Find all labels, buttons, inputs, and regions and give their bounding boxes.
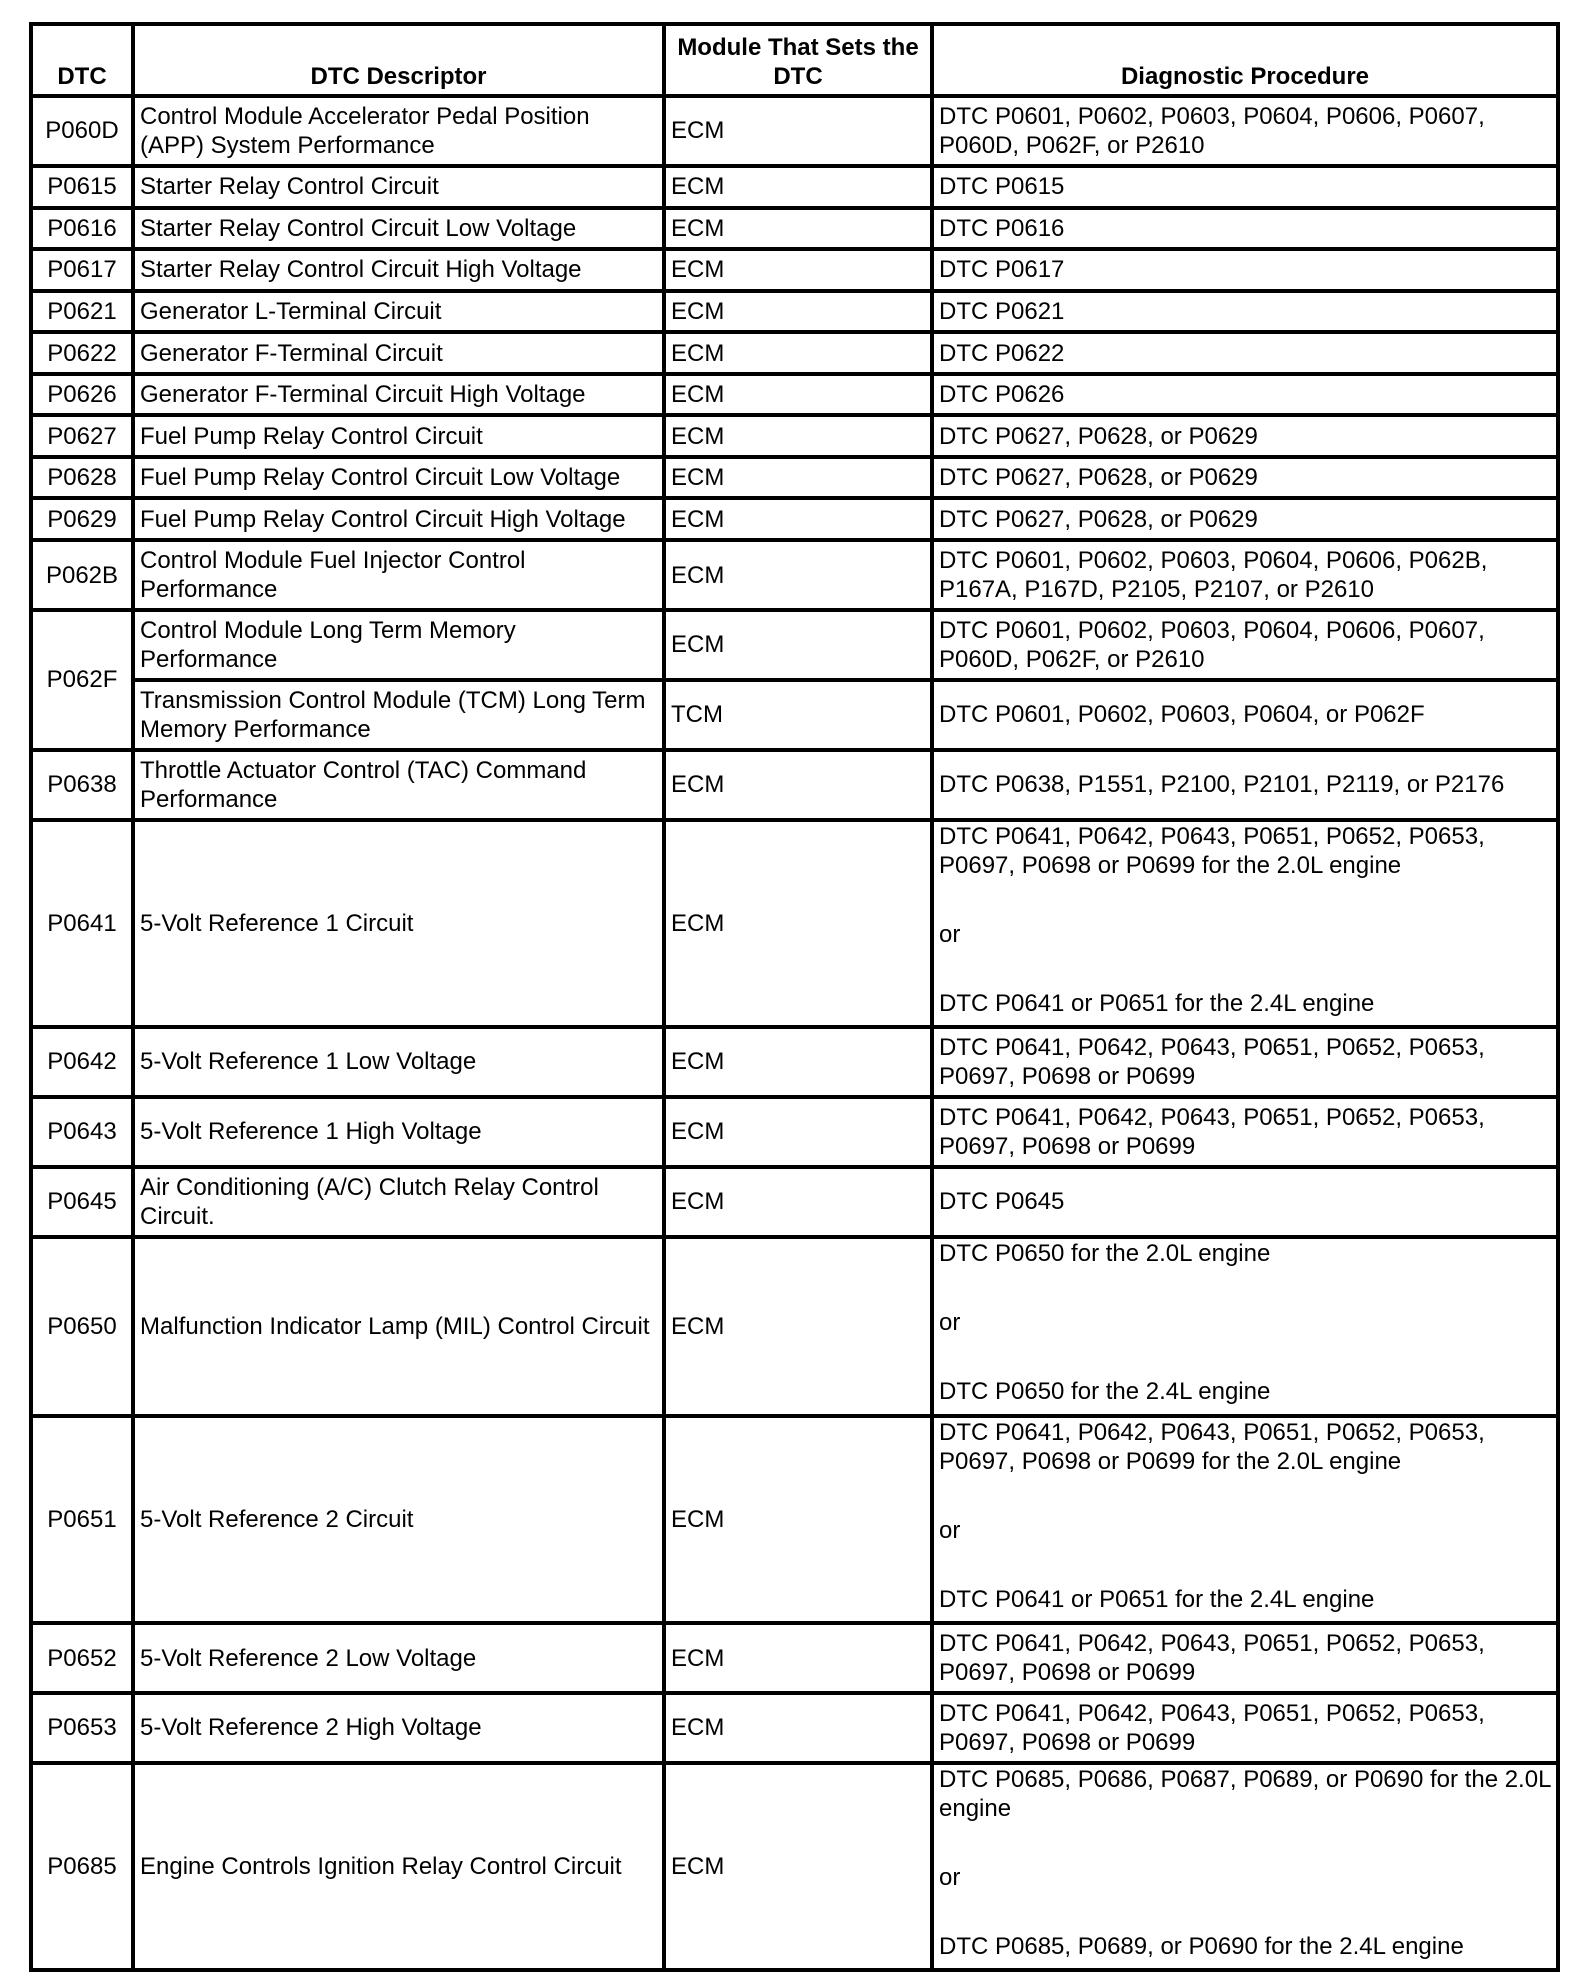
header-procedure: Diagnostic Procedure <box>932 24 1558 96</box>
diagnostic-procedure-cell <box>932 540 1558 610</box>
dtc-table <box>29 22 1560 1972</box>
module-cell: ECM <box>664 1416 932 1623</box>
dtc-code-cell: P0652 <box>31 1623 133 1693</box>
dtc-code-cell: P0638 <box>31 750 133 820</box>
procedure-text: DTC P0601, P0602, P0603, P0604, or P062F <box>939 701 1425 729</box>
dtc-descriptor-cell: Malfunction Indicator Lamp (MIL) Control Circuit <box>133 1237 664 1416</box>
module-cell: ECM <box>664 820 932 1027</box>
dtc-code-cell: P0643 <box>31 1097 133 1167</box>
dtc-descriptor-cell: 5-Volt Reference 2 Low Voltage <box>133 1623 664 1693</box>
diagnostic-procedure-cell <box>932 415 1558 457</box>
module-cell: ECM <box>664 1237 932 1416</box>
dtc-code-cell: P0615 <box>31 166 133 208</box>
dtc-code-cell: P0685 <box>31 1763 133 1970</box>
procedure-text: DTC P0627, P0628, or P0629 <box>939 464 1258 492</box>
diagnostic-procedure-cell <box>932 750 1558 820</box>
procedure-text: DTC P0641, P0642, P0643, P0651, P0652, P0653, P0697, P0698 or P0699 <box>939 1699 1485 1756</box>
procedure-text: DTC P0685, P0689, or P0690 for the 2.4L engine <box>939 1932 1464 1960</box>
module-cell: ECM <box>664 610 932 680</box>
table-row <box>31 680 1558 750</box>
table-row <box>31 498 1558 540</box>
diagnostic-procedure-cell <box>932 332 1558 374</box>
procedure-text: DTC P0650 for the 2.0L engine <box>939 1239 1271 1267</box>
diagnostic-procedure-cell <box>932 166 1558 208</box>
procedure-text: DTC P0650 for the 2.4L engine <box>939 1377 1271 1405</box>
dtc-descriptor-cell: 5-Volt Reference 1 Low Voltage <box>133 1027 664 1097</box>
procedure-or-separator: or <box>939 920 961 948</box>
table-row <box>31 1237 1558 1416</box>
module-cell: ECM <box>664 457 932 499</box>
procedure-text: DTC P0641 or P0651 for the 2.4L engine <box>939 1586 1375 1614</box>
dtc-descriptor-cell: Starter Relay Control Circuit <box>133 166 664 208</box>
diagnostic-procedure-cell <box>932 1237 1558 1416</box>
table-row <box>31 610 1558 680</box>
line-gap <box>939 1337 1551 1377</box>
dtc-code-cell: P0621 <box>31 291 133 333</box>
procedure-text: DTC P0616 <box>939 214 1065 242</box>
table-row <box>31 208 1558 250</box>
module-cell: ECM <box>664 332 932 374</box>
table-row <box>31 96 1558 166</box>
dtc-descriptor-cell: Generator L-Terminal Circuit <box>133 291 664 333</box>
procedure-text: DTC P0641, P0642, P0643, P0651, P0652, P0653, P0697, P0698 or P0699 for the 2.0L engine <box>939 1419 1485 1476</box>
table-row <box>31 1416 1558 1623</box>
procedure-text: DTC P0627, P0628, or P0629 <box>939 422 1258 450</box>
procedure-text: DTC P0622 <box>939 339 1065 367</box>
line-gap <box>939 880 1551 920</box>
dtc-descriptor-cell: Throttle Actuator Control (TAC) Command Performance <box>133 750 664 820</box>
line-gap <box>939 1892 1551 1932</box>
diagnostic-procedure-cell <box>932 1693 1558 1763</box>
table-row <box>31 1167 1558 1237</box>
line-gap <box>939 1823 1551 1863</box>
module-cell: TCM <box>664 680 932 750</box>
dtc-descriptor-cell: Generator F-Terminal Circuit <box>133 332 664 374</box>
dtc-descriptor-cell: Control Module Long Term Memory Performance <box>133 610 664 680</box>
dtc-descriptor-cell: 5-Volt Reference 2 Circuit <box>133 1416 664 1623</box>
line-gap <box>939 1268 1551 1308</box>
dtc-descriptor-cell: Generator F-Terminal Circuit High Voltage <box>133 374 664 416</box>
dtc-code-cell: P0628 <box>31 457 133 499</box>
table-row <box>31 166 1558 208</box>
procedure-text: DTC P0601, P0602, P0603, P0604, P0606, P0607, P060D, P062F, or P2610 <box>939 616 1485 673</box>
table-row <box>31 1027 1558 1097</box>
module-cell: ECM <box>664 374 932 416</box>
procedure-text: DTC P0617 <box>939 256 1065 284</box>
table-row <box>31 374 1558 416</box>
module-cell: ECM <box>664 96 932 166</box>
procedure-text: DTC P0641, P0642, P0643, P0651, P0652, P0653, P0697, P0698 or P0699 <box>939 1630 1485 1686</box>
dtc-descriptor-cell: Engine Controls Ignition Relay Control Circuit <box>133 1763 664 1970</box>
dtc-code-cell: P0642 <box>31 1027 133 1097</box>
dtc-code-cell: P0641 <box>31 820 133 1027</box>
dtc-descriptor-cell: Control Module Fuel Injector Control Performance <box>133 540 664 610</box>
diagnostic-procedure-cell <box>932 610 1558 680</box>
procedure-or-separator: or <box>939 1863 961 1891</box>
dtc-descriptor-cell: Fuel Pump Relay Control Circuit High Voltage <box>133 498 664 540</box>
dtc-descriptor-cell: 5-Volt Reference 1 Circuit <box>133 820 664 1027</box>
module-cell: ECM <box>664 291 932 333</box>
procedure-text: DTC P0626 <box>939 381 1065 409</box>
module-cell: ECM <box>664 1027 932 1097</box>
dtc-code-cell: P062F <box>31 610 133 750</box>
dtc-code-cell: P0616 <box>31 208 133 250</box>
procedure-text: DTC P0645 <box>939 1188 1065 1216</box>
dtc-code-cell: P0653 <box>31 1693 133 1763</box>
table-row <box>31 457 1558 499</box>
table-row <box>31 1693 1558 1763</box>
procedure-text: DTC P0641 or P0651 for the 2.4L engine <box>939 989 1375 1017</box>
procedure-text: DTC P0615 <box>939 173 1065 201</box>
header-descriptor: DTC Descriptor <box>133 24 664 96</box>
header-module: Module That Sets the DTC <box>664 24 932 96</box>
dtc-code-cell: P062B <box>31 540 133 610</box>
module-cell: ECM <box>664 1167 932 1237</box>
diagnostic-procedure-cell <box>932 1416 1558 1623</box>
dtc-code-cell: P0617 <box>31 249 133 291</box>
table-row <box>31 1763 1558 1970</box>
procedure-text: DTC P0641, P0642, P0643, P0651, P0652, P0653, P0697, P0698 or P0699 <box>939 1033 1485 1090</box>
module-cell: ECM <box>664 750 932 820</box>
table-row <box>31 332 1558 374</box>
procedure-text: DTC P0641, P0642, P0643, P0651, P0652, P0653, P0697, P0698 or P0699 <box>939 1103 1485 1160</box>
diagnostic-procedure-cell <box>932 1763 1558 1970</box>
module-cell: ECM <box>664 1097 932 1167</box>
table-row <box>31 249 1558 291</box>
dtc-code-cell: P060D <box>31 96 133 166</box>
procedure-text: DTC P0601, P0602, P0603, P0604, P0606, P0607, P060D, P062F, or P2610 <box>939 102 1485 159</box>
table-row <box>31 750 1558 820</box>
diagnostic-procedure-cell <box>932 208 1558 250</box>
dtc-code-cell: P0622 <box>31 332 133 374</box>
diagnostic-procedure-cell <box>932 374 1558 416</box>
module-cell: ECM <box>664 415 932 457</box>
module-cell: ECM <box>664 249 932 291</box>
dtc-code-cell: P0627 <box>31 415 133 457</box>
module-cell: ECM <box>664 1623 932 1693</box>
procedure-text: DTC P0627, P0628, or P0629 <box>939 505 1258 533</box>
procedure-or-separator: or <box>939 1517 961 1545</box>
dtc-descriptor-cell: Fuel Pump Relay Control Circuit <box>133 415 664 457</box>
diagnostic-procedure-cell <box>932 96 1558 166</box>
table-row <box>31 291 1558 333</box>
procedure-text: DTC P0621 <box>939 297 1065 325</box>
table-row <box>31 1623 1558 1693</box>
dtc-descriptor-cell: Transmission Control Module (TCM) Long Term Memory Performance <box>133 680 664 750</box>
procedure-or-separator: or <box>939 1308 961 1336</box>
procedure-text: DTC P0638, P1551, P2100, P2101, P2119, or P2176 <box>939 771 1505 799</box>
module-cell: ECM <box>664 166 932 208</box>
diagnostic-procedure-cell <box>932 1167 1558 1237</box>
procedure-text: DTC P0641, P0642, P0643, P0651, P0652, P0653, P0697, P0698 or P0699 for the 2.0L engine <box>939 822 1485 879</box>
diagnostic-procedure-cell <box>932 1027 1558 1097</box>
diagnostic-procedure-cell <box>932 1623 1558 1693</box>
diagnostic-procedure-cell <box>932 498 1558 540</box>
line-gap <box>939 1545 1551 1585</box>
module-cell: ECM <box>664 1763 932 1970</box>
procedure-text: DTC P0601, P0602, P0603, P0604, P0606, P062B, P167A, P167D, P2105, P2107, or P2610 <box>939 547 1488 604</box>
table-row <box>31 540 1558 610</box>
dtc-code-cell: P0645 <box>31 1167 133 1237</box>
line-gap <box>939 1476 1551 1516</box>
table-row <box>31 415 1558 457</box>
dtc-descriptor-cell: Control Module Accelerator Pedal Position (APP) System Performance <box>133 96 664 166</box>
procedure-text: DTC P0685, P0686, P0687, P0689, or P0690 for the 2.0L engine <box>939 1765 1551 1822</box>
header-row <box>31 24 1558 96</box>
module-cell: ECM <box>664 208 932 250</box>
diagnostic-procedure-cell <box>932 680 1558 750</box>
dtc-code-cell: P0629 <box>31 498 133 540</box>
diagnostic-procedure-cell <box>932 1097 1558 1167</box>
module-cell: ECM <box>664 1693 932 1763</box>
dtc-descriptor-cell: Starter Relay Control Circuit High Voltage <box>133 249 664 291</box>
dtc-descriptor-cell: 5-Volt Reference 1 High Voltage <box>133 1097 664 1167</box>
dtc-descriptor-cell: 5-Volt Reference 2 High Voltage <box>133 1693 664 1763</box>
line-gap <box>939 949 1551 989</box>
header-dtc: DTC <box>31 24 133 96</box>
diagnostic-procedure-cell <box>932 291 1558 333</box>
module-cell: ECM <box>664 498 932 540</box>
table-body <box>31 96 1558 1970</box>
diagnostic-procedure-cell <box>932 457 1558 499</box>
table-row <box>31 1097 1558 1167</box>
dtc-descriptor-cell: Fuel Pump Relay Control Circuit Low Voltage <box>133 457 664 499</box>
dtc-code-cell: P0626 <box>31 374 133 416</box>
dtc-code-cell: P0651 <box>31 1416 133 1623</box>
diagnostic-procedure-cell <box>932 820 1558 1027</box>
dtc-descriptor-cell: Air Conditioning (A/C) Clutch Relay Control Circuit. <box>133 1167 664 1237</box>
dtc-descriptor-cell: Starter Relay Control Circuit Low Voltage <box>133 208 664 250</box>
table-row <box>31 820 1558 1027</box>
dtc-code-cell: P0650 <box>31 1237 133 1416</box>
module-cell: ECM <box>664 540 932 610</box>
diagnostic-procedure-cell <box>932 249 1558 291</box>
